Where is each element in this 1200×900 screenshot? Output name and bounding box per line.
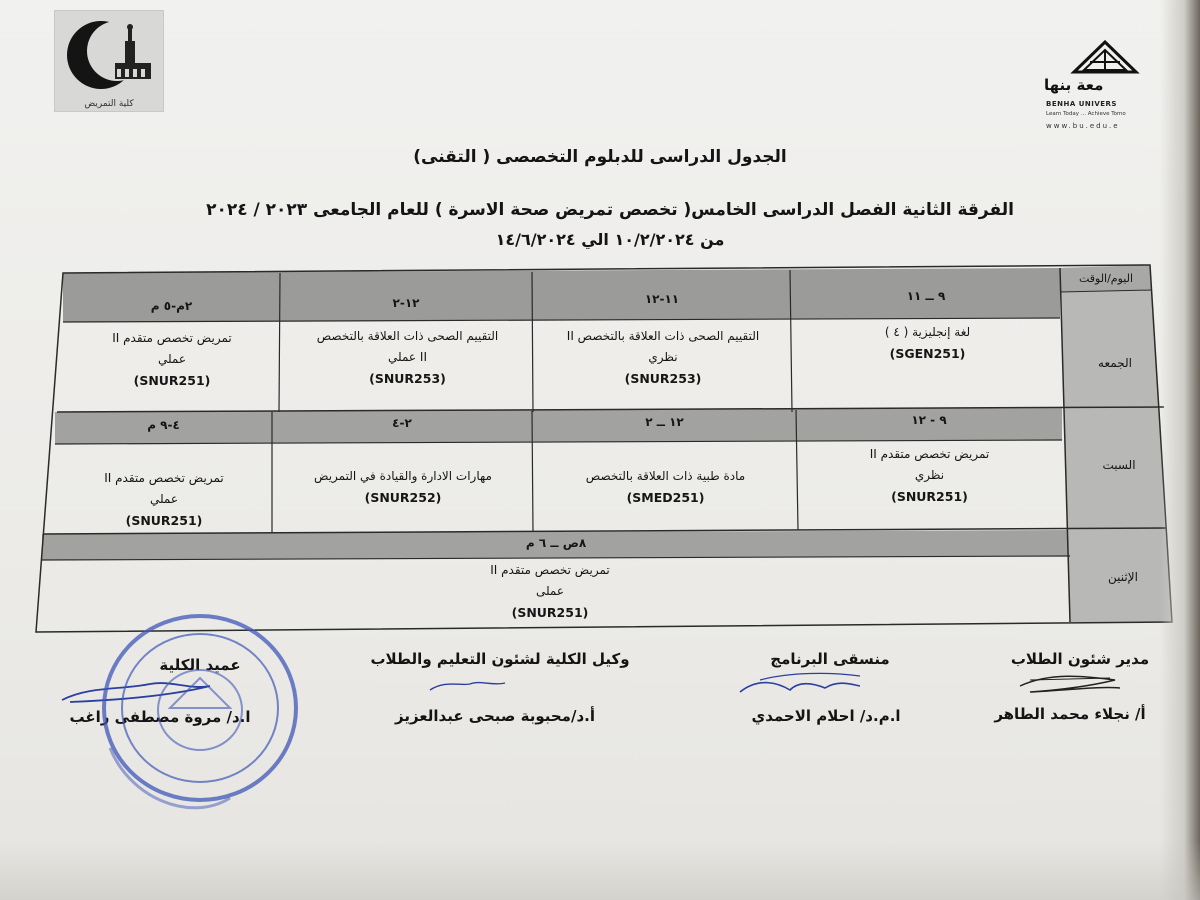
slot-monday-1: ٨ص ــ ٦ م: [525, 536, 587, 550]
slot-saturday-3: ٢-٤: [392, 416, 412, 430]
document-title: الجدول الدراسى للدبلوم التخصصى ( التقنى): [413, 147, 787, 167]
slot-friday-4: ٢م-٥ م: [150, 299, 193, 313]
course-cell: مهارات الادارة والقيادة في التمريض (SNUR252): [314, 469, 492, 505]
slot-saturday-4: ٤-٩ م: [147, 418, 180, 432]
signature-title-vice-dean: وكيل الكلية لشئون التعليم والطلاب: [370, 650, 630, 668]
university-name: معة بنها: [1044, 76, 1104, 94]
university-name-en: BENHA UNIVERS: [1046, 100, 1117, 108]
document-date-range: من ١٠/٢/٢٠٢٤ الي ١٤/٦/٢٠٢٤: [495, 230, 725, 249]
slot-saturday-2: ١٢ ــ ٢: [645, 415, 684, 429]
university-url: www.bu.edu.e: [1046, 122, 1120, 130]
slot-friday-1: ٩ ــ ١١: [906, 289, 946, 303]
day-friday: الجمعه: [1098, 356, 1132, 370]
signature-mark-coordinator: [740, 683, 860, 692]
course-cell: مادة طبية ذات العلاقة بالتخصص (SMED251): [585, 469, 746, 505]
course-cell: التقييم الصحى ذات العلاقة بالتخصص II نظري (SNUR253): [566, 329, 760, 386]
course-cell: تمريض تخصص متقدم II عملي (SNUR251): [112, 331, 232, 388]
day-monday: الإثنين: [1108, 570, 1138, 584]
paper-edge: [1160, 0, 1200, 900]
signature-name-vice-dean: أ.د/محبوبة صبحى عبدالعزيز: [395, 707, 595, 725]
university-tagline: Learn Today ... Achieve Tomo: [1046, 111, 1126, 117]
official-stamp-icon: [70, 598, 310, 823]
signature-mark-vice-dean: [430, 683, 505, 690]
paper-shadow: [0, 840, 1200, 900]
course-cell: التقييم الصحى ذات العلاقة بالتخصص II عملي (SNUR253): [316, 329, 499, 386]
signature-name-dean: ا.د/ مروة مصطفى راغب: [69, 708, 251, 726]
signature-title-dean: عميد الكلية: [159, 656, 241, 674]
course-cell: تمريض تخصص متقدم II نظري (SNUR251): [869, 447, 990, 504]
course-cell: تمريض تخصص متقدم II عملى (SNUR251): [490, 563, 610, 620]
signature-name-coordinator: ا.م.د/ احلام الاحمدي: [751, 707, 901, 725]
faculty-caption: كلية التمريض: [84, 99, 134, 109]
course-cell: تمريض تخصص متقدم II عملي (SNUR251): [104, 471, 224, 528]
corner-label: اليوم/الوقت: [1078, 272, 1134, 285]
course-cell: لغة إنجليزية ( ٤ ) (SGEN251): [884, 325, 971, 361]
signature-title-student-affairs: مدير شئون الطلاب: [1010, 650, 1150, 668]
signature-title-coordinator: منسقى البرنامج: [770, 650, 890, 668]
day-saturday: السبت: [1102, 458, 1136, 472]
signature-name-student-affairs: أ/ نجلاء محمد الطاهر: [994, 705, 1146, 723]
document-subtitle: الفرقة الثانية الفصل الدراسى الخامس( تخصص تمريض صحة الاسرة ) للعام الجامعى ٢٠٢٣ / ٢٠٢٤: [206, 200, 1014, 220]
slot-saturday-1: ٩ - ١٢: [911, 413, 947, 427]
slot-friday-3: ١٢-٢: [392, 296, 420, 310]
slot-friday-2: ١١-١٢: [644, 292, 680, 306]
